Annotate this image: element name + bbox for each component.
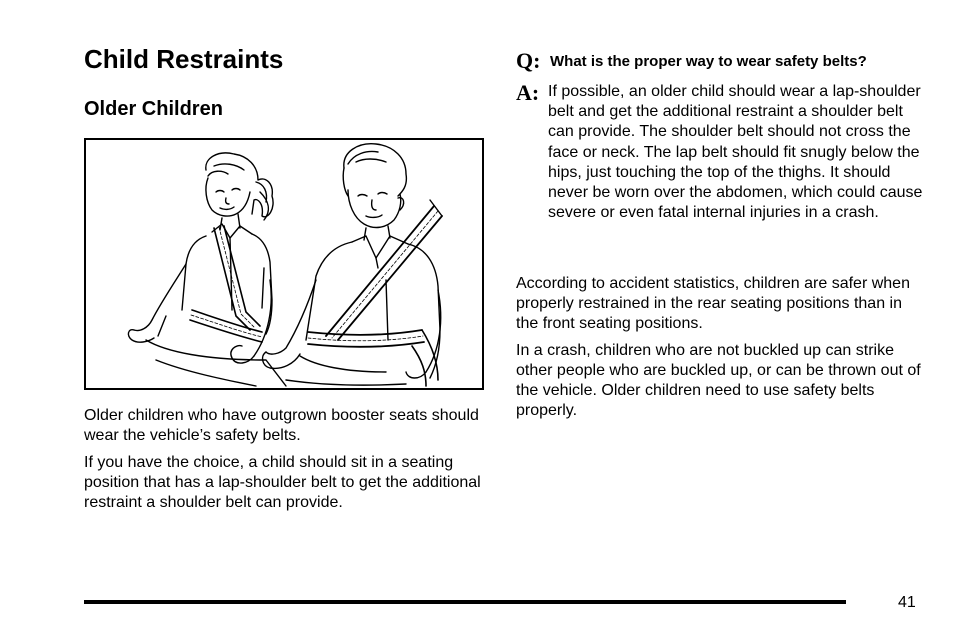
question-text: What is the proper way to wear safety belts? — [550, 53, 867, 70]
children-wearing-lap-shoulder-belts-icon — [86, 140, 482, 388]
children-safety-belt-illustration — [84, 138, 484, 390]
subsection-title: Older Children — [84, 98, 223, 120]
a-label: A: — [516, 80, 540, 105]
answer-text: If possible, an older child should wear a lap-shoulder belt and get the additional restraint a shoulder belt can provide. The shoulder belt should not cross the face or neck. The lap belt should fit snugly below the hips, just touching the top of the thighs. It should never be worn over the abdomen, which could cause severe or even fatal internal injuries in a crash. — [548, 83, 923, 222]
page-number: 41 — [898, 594, 916, 611]
paragraph: If you have the choice, a child should sit in a seating position that has a lap-shoulder belt to get the additional restraint a shoulder belt can provide. — [84, 454, 481, 511]
paragraph: According to accident statistics, children are safer when properly restrained in the rear seating positions than in the front seating positions. — [516, 275, 910, 332]
right-column-text — [516, 274, 926, 428]
left-column-text — [84, 406, 484, 520]
answer-row — [516, 82, 926, 223]
q-label: Q: — [516, 48, 541, 73]
section-title: Child Restraints — [84, 44, 284, 74]
paragraph: In a crash, children who are not buckled up can strike other people who are buckled up, or can be thrown out of the vehicle. Older children need to use safety belts properly. — [516, 342, 921, 419]
paragraph: Older children who have outgrown booster seats should wear the vehicle’s safety belts. — [84, 407, 479, 444]
footer-rule — [84, 600, 846, 604]
